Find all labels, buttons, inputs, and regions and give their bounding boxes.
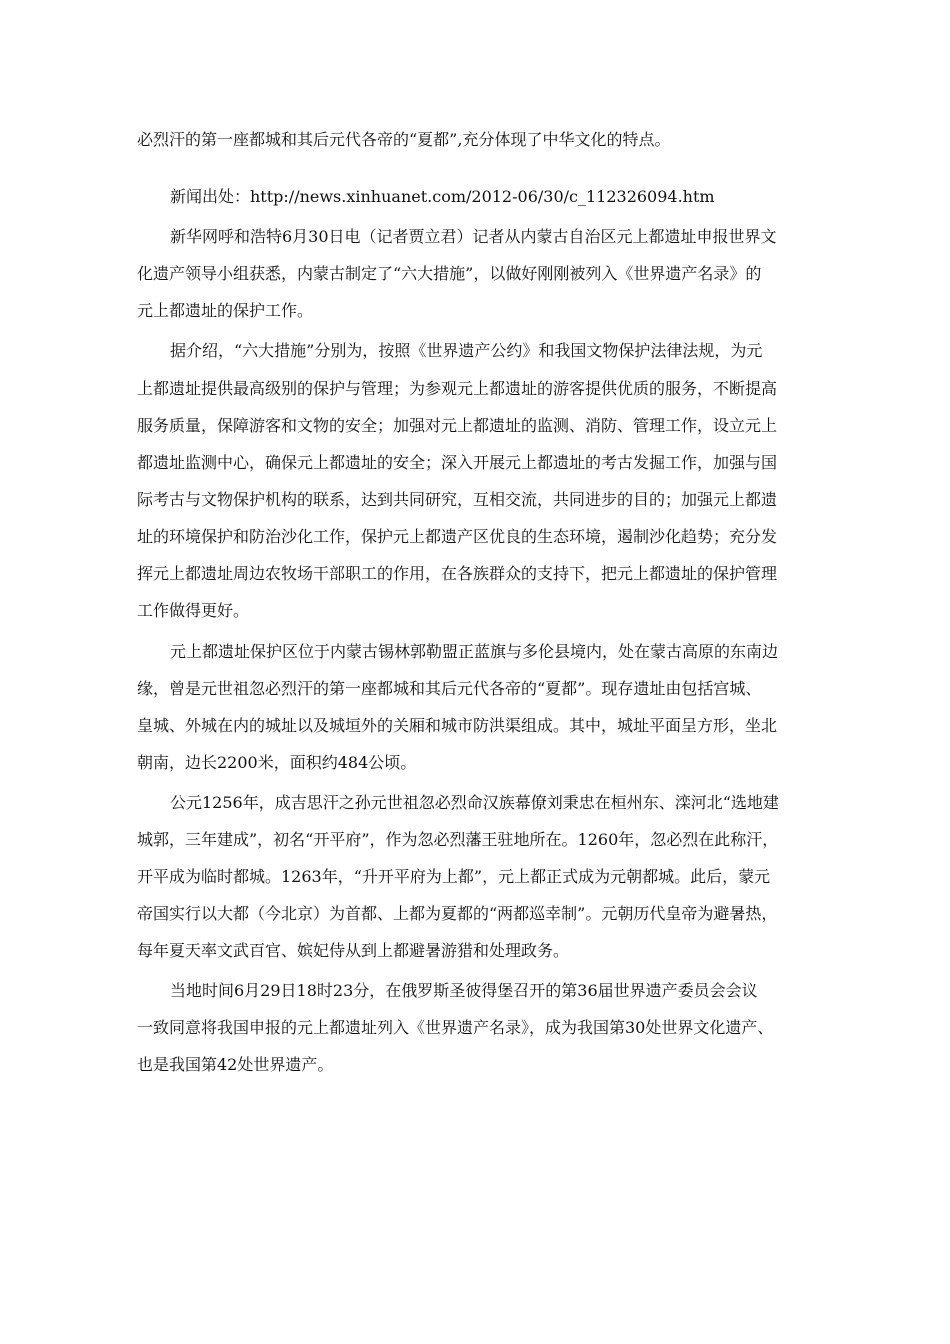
text-line-18: 公元1256年，成吉思汗之孙元世祖忽必烈命汉族幕僚刘秉忠在桓州东、滦河北“选地建	[170, 793, 779, 812]
news-source-line: 新闻出处：http://news.xinhuanet.com/2012-06/30/c_112326094.htm	[170, 187, 715, 206]
text-line-24: 一致同意将我国申报的元上都遗址列入《世界遗产名录》，成为我国第30处世界文化遗产、	[137, 1018, 774, 1037]
text-line-22: 每年夏天率文武百官、嫔妃侍从到上都避暑游猎和处理政务。	[137, 941, 570, 960]
text-line-9: 都遗址监测中心，确保元上都遗址的安全；深入开展元上都遗址的考古发掘工作，加强与国	[137, 453, 778, 472]
text-line-12: 挥元上都遗址周边农牧场干部职工的作用，在各族群众的支持下，把元上都遗址的保护管理	[137, 564, 778, 583]
text-line-19: 城郭，三年建成”，初名“开平府”，作为忽必烈藩王驻地所在。1260年，忽必烈在此称汗，	[137, 830, 779, 849]
text-line-14: 元上都遗址保护区位于内蒙古锡林郭勒盟正蓝旗与多伦县境内，处在蒙古高原的东南边	[170, 642, 779, 661]
text-line-23: 当地时间6月29日18时23分，在俄罗斯圣彼得堡召开的第36届世界遗产委员会会议	[170, 981, 758, 1000]
text-line-16: 皇城、外城在内的城址以及城垣外的关厢和城市防洪渠组成。其中，城址平面呈方形，坐北	[137, 716, 778, 735]
text-line-11: 址的环境保护和防治沙化工作，保护元上都遗产区优良的生态环境，遏制沙化趋势；充分发	[137, 527, 778, 546]
text-line-10: 际考古与文物保护机构的联系，达到共同研究，互相交流，共同进步的目的；加强元上都遗	[137, 490, 778, 509]
text-line-1: 必烈汗的第一座都城和其后元代各帝的“夏都”,充分体现了中华文化的特点。	[137, 130, 671, 149]
text-line-25: 也是我国第42处世界遗产。	[137, 1055, 334, 1074]
text-line-13: 工作做得更好。	[137, 601, 250, 620]
text-line-20: 开平成为临时都城。1263年，“升开平府为上都”，元上都正式成为元朝都城。此后，蒙元	[137, 867, 771, 886]
text-line-8: 服务质量，保障游客和文物的安全；加强对元上都遗址的监测、消防、管理工作，设立元上	[137, 416, 778, 435]
text-line-5: 元上都遗址的保护工作。	[137, 301, 314, 320]
text-line-17: 朝南，边长2200米，面积约484公顷。	[137, 753, 417, 772]
text-line-3: 新华网呼和浩特6月30日电（记者贾立君）记者从内蒙古自治区元上都遗址申报世界文	[170, 227, 777, 246]
text-line-4: 化遗产领导小组获悉，内蒙古制定了“六大措施”，以做好刚刚被列入《世界遗产名录》的	[137, 264, 762, 283]
text-line-6: 据介绍，“六大措施”分别为，按照《世界遗产公约》和我国文物保护法律法规，为元	[170, 341, 763, 360]
text-line-7: 上都遗址提供最高级别的保护与管理；为参观元上都遗址的游客提供优质的服务，不断提高	[137, 379, 778, 398]
text-line-15: 缘，曾是元世祖忽必烈汗的第一座都城和其后元代各帝的“夏都”。现存遗址由包括宫城、	[137, 679, 762, 698]
text-line-21: 帝国实行以大都（今北京）为首都、上都为夏都的“两都巡幸制”。元朝历代皇帝为避暑热，	[137, 904, 778, 923]
